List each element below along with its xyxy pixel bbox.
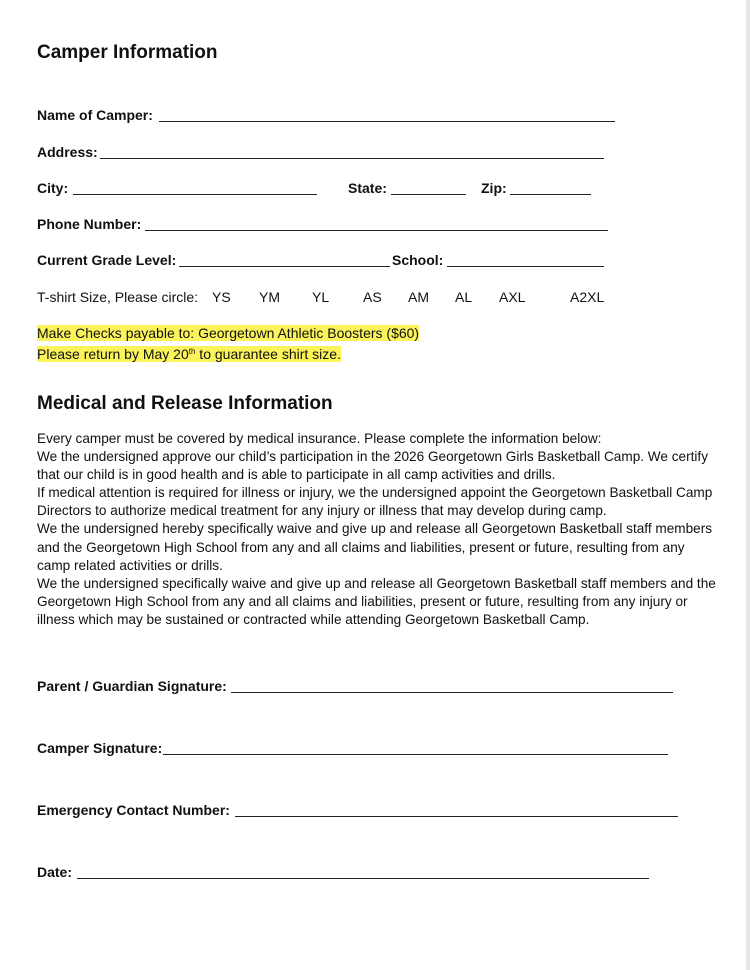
school-label: School: [392,252,444,268]
name-label: Name of Camper: [37,107,153,123]
tshirt-size-a2xl[interactable]: A2XL [570,289,605,305]
parent-signature-field[interactable] [231,678,673,693]
date-field[interactable] [77,864,649,879]
grade-field[interactable] [179,252,390,267]
camper-signature-field[interactable] [163,740,668,755]
camper-signature-label: Camper Signature: [37,740,163,756]
city-label: City: [37,180,69,196]
approval-paragraph: We the undersigned approve our child’s participation in the 2026 Georgetown Girls Basketball Camp. We certify that our child is in good health and is able to participate in all camp activities and drills. [37,449,708,483]
checks-notice: Make Checks payable to: Georgetown Athletic Boosters ($60) [37,325,420,341]
tshirt-size-ym[interactable]: YM [259,289,280,305]
state-field[interactable] [391,180,466,195]
insurance-paragraph: Every camper must be covered by medical insurance. Please complete the information below: [37,431,602,446]
tshirt-label: T-shirt Size, Please circle: [37,289,199,305]
address-label: Address: [37,144,98,160]
tshirt-size-axl[interactable]: AXL [499,289,526,305]
tshirt-size-yl[interactable]: YL [312,289,330,305]
page-edge [746,0,750,970]
address-field[interactable] [100,144,604,159]
tshirt-size-as[interactable]: AS [363,289,382,305]
medical-heading: Medical and Release Information [37,393,333,414]
tshirt-size-ys[interactable]: YS [212,289,231,305]
return-sup: th [188,347,196,356]
city-field[interactable] [73,180,317,195]
phone-field[interactable] [145,216,608,231]
return-notice [37,346,341,362]
school-field[interactable] [447,252,604,267]
emergency-contact-label: Emergency Contact Number: [37,802,230,818]
date-label: Date: [37,864,73,880]
emergency-contact-field[interactable] [235,802,678,817]
medical-release-text [37,430,717,629]
waiver-illness-paragraph: We the undersigned specifically waive and give up and release all Georgetown Basketball staff members and the Georgetown High School from any and all claims and liabilities, present or future, resulting from any injury or illness which may be sustained or contracted while attending Georgetown Basketball Camp. [37,575,716,627]
tshirt-size-am[interactable]: AM [408,289,429,305]
phone-label: Phone Number: [37,216,142,232]
return-suffix: to guarantee shirt size. [195,346,341,362]
return-prefix: Please return by May 20 [37,346,189,362]
waiver-activities-paragraph: We the undersigned hereby specifically waive and give up and release all Georgetown Basketball staff members and the Georgetown High School from any and all claims and liabilities, present or future, resulting from any camp related activities or drills. [37,521,713,573]
zip-field[interactable] [510,180,591,195]
parent-signature-label: Parent / Guardian Signature: [37,678,227,694]
state-label: State: [348,180,387,196]
zip-label: Zip: [481,180,507,196]
name-field[interactable] [159,107,615,122]
tshirt-size-al[interactable]: AL [455,289,473,305]
treatment-paragraph: If medical attention is required for illness or injury, we the undersigned appoint the Georgetown Basketball Camp Directors to authorize medical treatment for any injury or illness that may develop during camp. [37,485,713,519]
payment-notice [37,324,419,364]
camper-info-heading: Camper Information [37,42,218,63]
grade-label: Current Grade Level: [37,252,177,268]
